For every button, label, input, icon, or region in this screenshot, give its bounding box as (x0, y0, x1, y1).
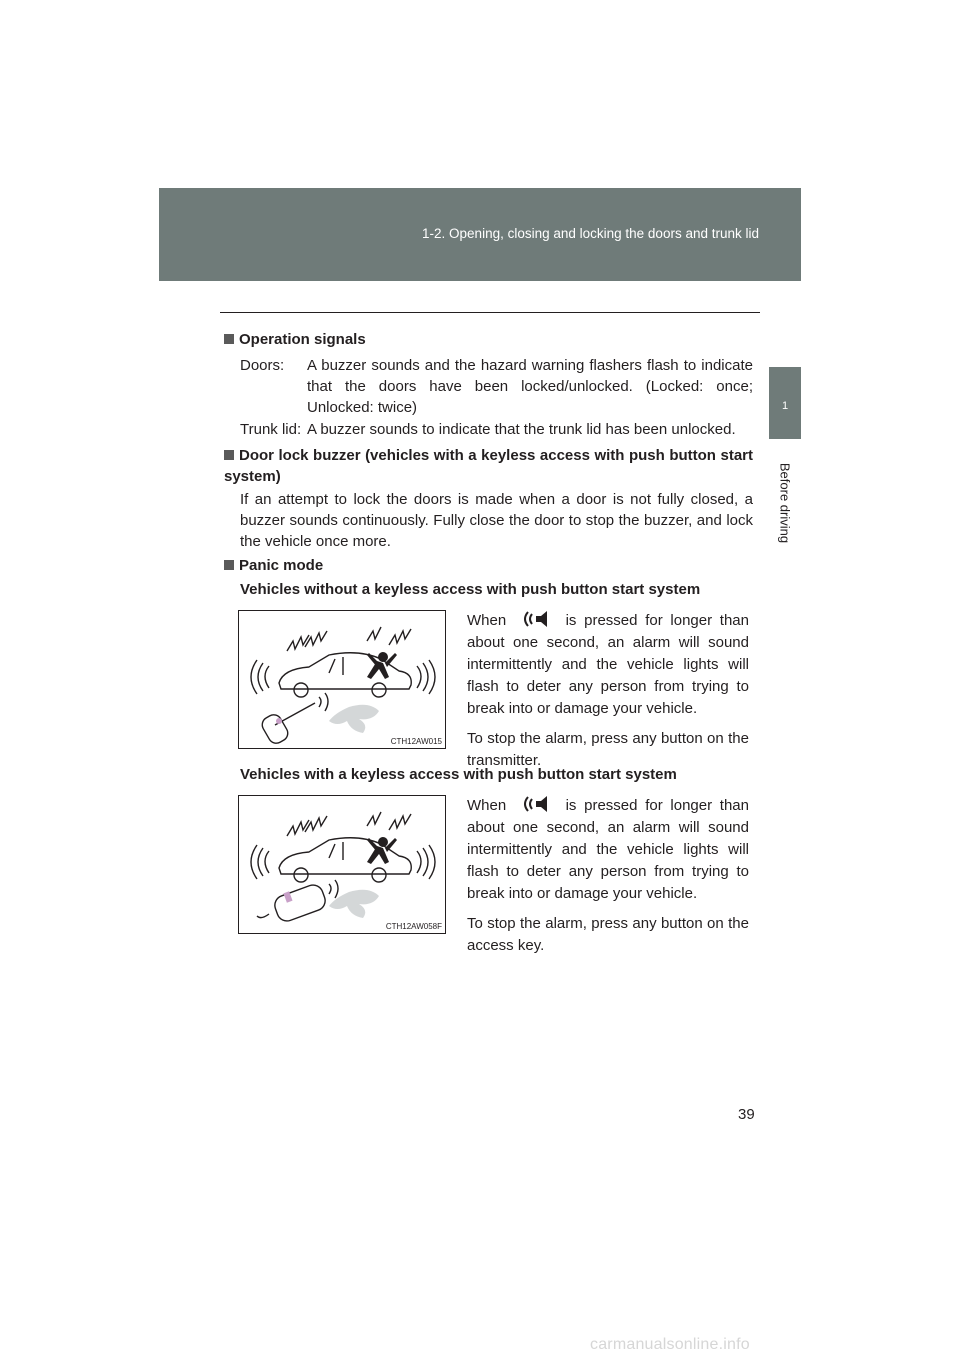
bullet-square-icon (224, 560, 234, 570)
side-chapter-tab (769, 367, 801, 439)
figure-code: CTH12AW058F (385, 922, 442, 931)
panic-sub1-title: Vehicles without a keyless access with push button start system (240, 581, 701, 598)
trunk-label: Trunk lid: (240, 421, 302, 438)
doors-label: Doors: (240, 357, 285, 374)
side-chapter-number: 1 (781, 400, 789, 412)
chapter-header (159, 188, 801, 281)
when-word: When (467, 612, 507, 629)
header-rule (220, 312, 760, 313)
panic-sub1-text1: is pressed for longer than about one second, an alarm will sound intermittently and the vehicle lights will flash to deter any person from trying to break into or damage your vehicle. (467, 612, 749, 717)
panic-figure-access-key (238, 795, 446, 934)
panic-sub2-text1: is pressed for longer than about one second, an alarm will sound intermittently and the vehicle lights will flash to deter any person from trying to break into or damage your vehicle. (467, 797, 749, 902)
panic-sub1-text2: To stop the alarm, press any button on the transmitter. (467, 730, 749, 769)
panic-sub2-description (467, 794, 749, 965)
car-alarm-illustration (239, 611, 445, 748)
door-lock-buzzer-body: If an attempt to lock the doors is made when a door is not fully closed, a buzzer sounds continuously. Fully close the door to stop the buzzer, and lock the vehicle once more. (240, 491, 753, 550)
operation-signals-heading: Operation signals (224, 329, 366, 350)
page-number: 39 (738, 1106, 755, 1123)
trunk-text: A buzzer sounds to indicate that the trunk lid has been unlocked. (307, 421, 736, 438)
panic-figure-transmitter (238, 610, 446, 749)
when-word: When (467, 797, 507, 814)
bullet-square-icon (224, 450, 234, 460)
side-chapter-label: Before driving (777, 462, 793, 544)
watermark: carmanualsonline.info (590, 1336, 750, 1353)
panic-mode-heading: Panic mode (224, 555, 323, 576)
panic-alarm-icon (514, 609, 558, 629)
doors-text: A buzzer sounds and the hazard warning flashers flash to indicate that the doors have been locked/unlocked. (Locked: once; Unlocked: twice) (307, 357, 753, 416)
panic-sub2-text2: To stop the alarm, press any button on the access key. (467, 915, 749, 954)
car-alarm-illustration (239, 796, 445, 933)
panic-alarm-icon (514, 794, 558, 814)
panic-sub2-title: Vehicles with a keyless access with push button start system (240, 766, 677, 783)
door-lock-buzzer-heading: Door lock buzzer (vehicles with a keyless access with push button start system) (224, 447, 753, 485)
bullet-square-icon (224, 334, 234, 344)
panic-sub1-description (467, 609, 749, 780)
figure-code: CTH12AW015 (390, 737, 442, 746)
chapter-title: 1-2. Opening, closing and locking the doors and trunk lid (422, 226, 759, 241)
